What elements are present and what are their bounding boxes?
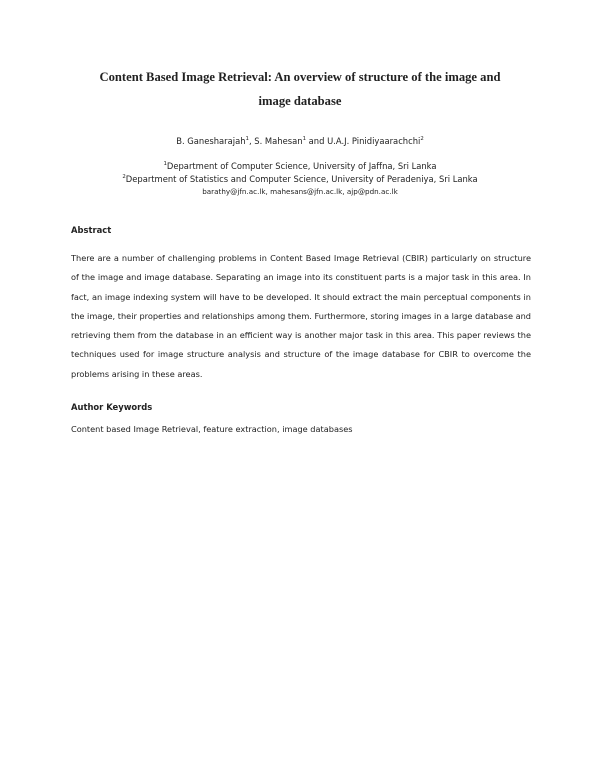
- author-name: U.A.J. Pinidiyaarachchi: [327, 136, 421, 146]
- author-name: B. Ganesharajah: [176, 136, 246, 146]
- abstract-heading: Abstract: [71, 225, 112, 235]
- author-affiliation-mark: 1: [302, 136, 306, 143]
- affiliation-1: [60, 161, 540, 171]
- author-name: S. Mahesan: [254, 136, 303, 146]
- author-separator: ,: [248, 136, 255, 146]
- author-affiliation-mark: 1: [245, 136, 249, 143]
- affiliation-text: Department of Computer Science, University of Jaffna, Sri Lanka: [166, 161, 437, 171]
- author-emails: barathy@jfn.ac.lk, mahesans@jfn.ac.lk, ajp@pdn.ac.lk: [202, 187, 398, 196]
- affiliation-text: Department of Statistics and Computer Science, University of Peradeniya, Sri Lanka: [125, 174, 478, 184]
- keywords-text: Content based Image Retrieval, feature extraction, image databases: [71, 424, 353, 434]
- affiliation-mark: 1: [163, 161, 167, 168]
- author-list: [60, 136, 540, 146]
- paper-title-line-2: image database: [258, 94, 342, 108]
- abstract-text: There are a number of challenging problems in Content Based Image Retrieval (CBIR) particularly on structure of the image and image database. Separating an image into its constituent parts is a major task in this area. In fact, an image indexing system will have to be developed. It should extract the main perceptual components in the image, their properties and relationships among them. Furthermore, storing images in a large database and retrieving them from the database in an efficient way is another major task in this area. This paper reviews the techniques used for image structure analysis and structure of the image database for CBIR to overcome the problems arising in these areas.: [71, 253, 531, 379]
- paper-title-line-1: Content Based Image Retrieval: An overview of structure of the image and: [99, 70, 501, 84]
- author-separator: and: [306, 136, 328, 146]
- affiliation-mark: 2: [122, 174, 126, 181]
- keywords-heading: Author Keywords: [71, 402, 153, 412]
- author-affiliation-mark: 2: [420, 136, 424, 143]
- affiliation-2: [60, 174, 540, 184]
